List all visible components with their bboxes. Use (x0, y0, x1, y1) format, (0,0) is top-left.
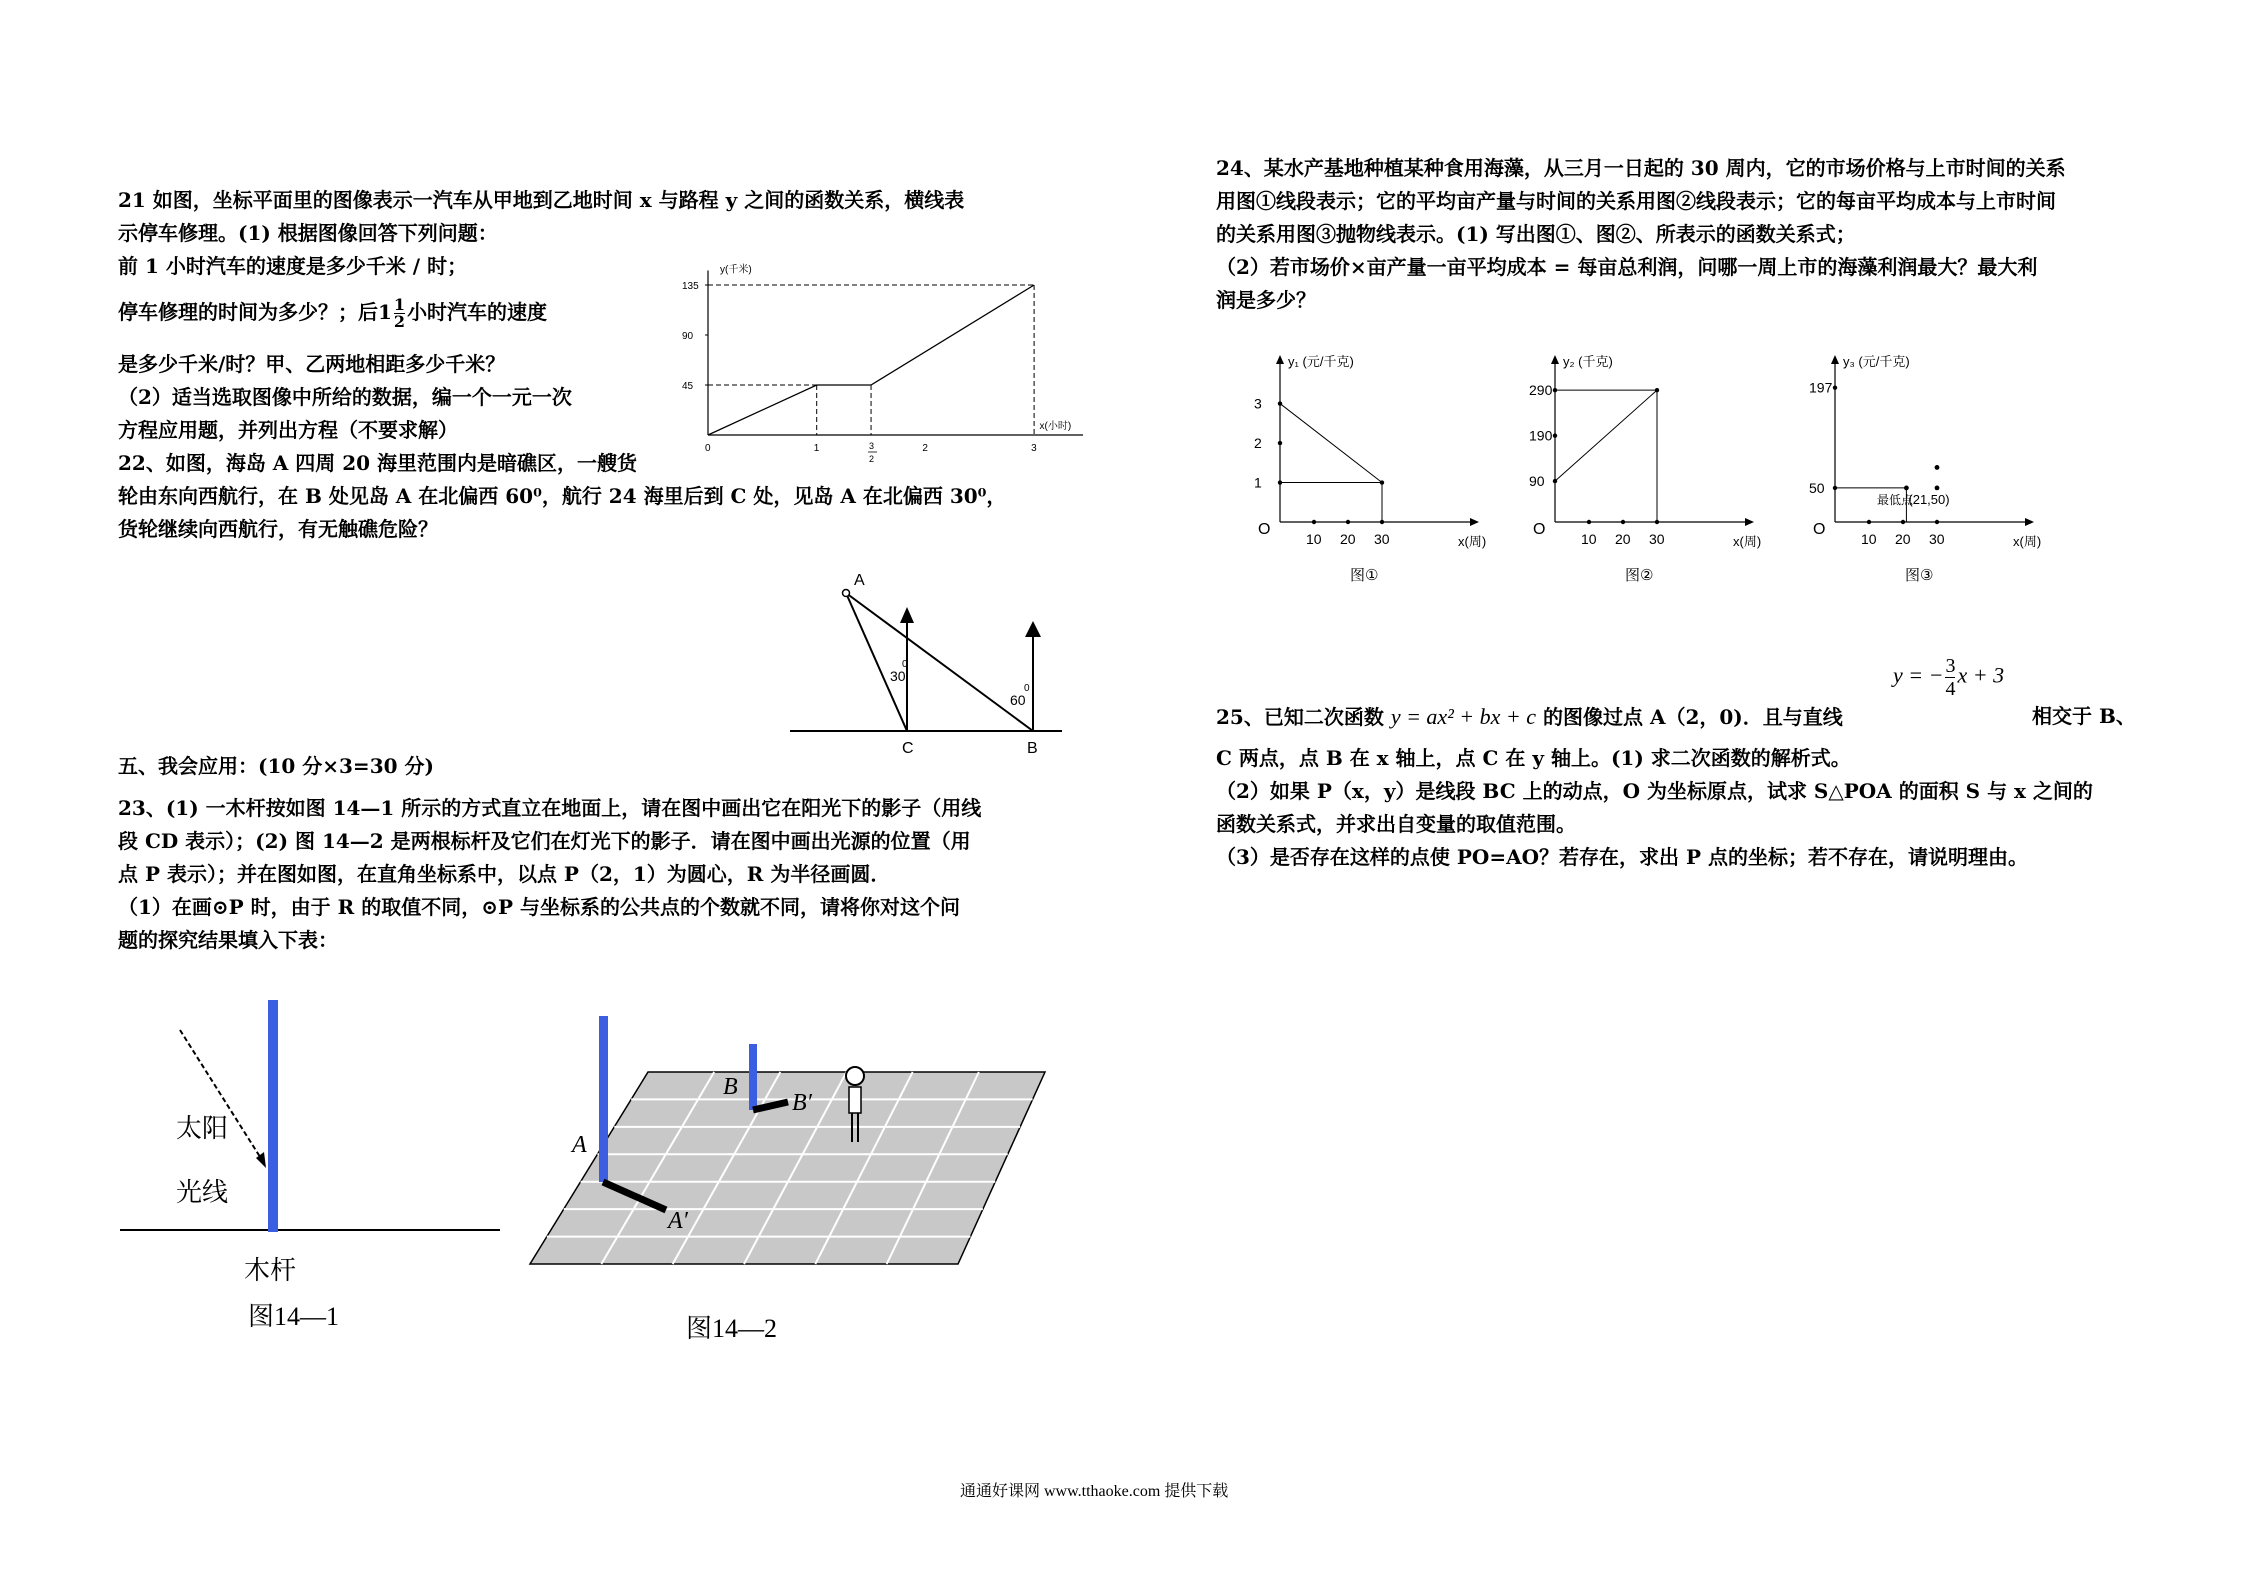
q21-distance-time-chart (660, 220, 1072, 464)
wooden-pole (268, 1000, 278, 1232)
q25-line-1: 25、已知二次函数 y = ax² + bx + c 的图像过点 A（2，0)．且与直线 (1216, 704, 1843, 729)
q21-line-1: 21 如图，坐标平面里的图像表示一汽车从甲地到乙地时间 x 与路程 y 之间的函数关系，横线表 (118, 188, 965, 212)
q24-line-3: 的关系用图③抛物线表示。(1) 写出图①、图②、所表示的函数关系式； (1216, 222, 1856, 246)
figure-14-1-caption: 图14—1 (248, 1302, 340, 1331)
series-line (1280, 404, 1382, 483)
q25-line-1-end: 相交于 B、 (2032, 704, 2136, 728)
q23-line-5: 题的探究结果填入下表： (118, 928, 338, 952)
angle-60: 60 (1010, 692, 1026, 708)
data-point (1655, 388, 1659, 392)
y-tick-label: 135 (682, 281, 699, 292)
y-axis-label: y₂ (千克) (1563, 354, 1613, 369)
mixed-fraction: $\frac{1}{2}$ (393, 295, 406, 331)
q21-line-2: 示停车修理。(1) 根据图像回答下列问题： (118, 221, 498, 245)
label-A: A (854, 572, 865, 589)
quadratic-formula: y = ax² + bx + c (1390, 704, 1537, 729)
chart-caption: 图② (1625, 567, 1654, 584)
label-C: C (902, 740, 914, 757)
y-tick-label: 1 (1254, 474, 1262, 491)
x-tick-label: 10 (1306, 531, 1322, 547)
figure-14-2 (530, 1010, 1060, 1270)
x-axis-label: x(周) (1733, 534, 1762, 549)
y-tick-label: 2 (1254, 435, 1262, 452)
pole-B (749, 1044, 757, 1110)
sun-label-1: 太阳 (176, 1114, 229, 1143)
x-tick-label: 20 (1895, 531, 1911, 547)
x-axis-label: x(周) (1458, 534, 1487, 549)
x-tick-label: 3 (869, 441, 875, 451)
figure-14-1 (110, 990, 510, 1290)
q25-line-2: C 两点，点 B 在 x 轴上，点 C 在 y 轴上。(1) 求二次函数的解析式。 (1216, 746, 1851, 770)
q23-line-4: （1）在画⊙P 时，由于 R 的取值不同，⊙P 与坐标系的公共点的个数就不同，请将你对这个问 (118, 895, 960, 919)
q23-line-2: 段 CD 表示）；(2) 图 14—2 是两根标杆及它们在灯光下的影子．请在图中画出光源的位置（用 (118, 829, 971, 853)
angle-30: 30 (890, 668, 906, 684)
q25-line-4: 函数关系式，并求出自变量的取值范围。 (1216, 812, 1576, 836)
point-label: (21,50) (1908, 491, 1950, 507)
q22-line-3: 货轮继续向西航行，有无触礁危险？ (118, 517, 438, 541)
q24-chart-1 (1250, 350, 1510, 600)
q24-chart-2 (1525, 350, 1785, 600)
data-point (1904, 486, 1909, 491)
y-tick-label: 90 (1529, 473, 1545, 490)
x-tick-label: 30 (1649, 531, 1665, 547)
x-tick-label: 1 (813, 443, 820, 454)
q24-chart-3 (1805, 350, 2065, 600)
q21-line-3: 前 1 小时汽车的速度是多少千米 / 时； (118, 254, 468, 278)
label-A-prime: A′ (668, 1208, 688, 1234)
y-tick-label: 50 (1809, 479, 1825, 496)
q22-line-2: 轮由东向西航行，在 B 处见岛 A 在北偏西 60⁰，航行 24 海里后到 C 处，见岛 A 在北偏西 30⁰， (118, 484, 1007, 508)
line-formula: y = − $\frac{3}{4}$ x + 3 (1893, 655, 2005, 700)
y-tick-label: 45 (682, 381, 694, 392)
x-tick-label: 2 (922, 443, 928, 454)
x-tick-label: 10 (1861, 531, 1877, 547)
chart-caption: 图① (1350, 567, 1379, 584)
degree-mark-60: 0 (1024, 683, 1030, 694)
label-B: B (1027, 740, 1038, 757)
y-tick-label: 3 (1254, 395, 1262, 412)
label-A: A (572, 1132, 587, 1158)
q24-line-2: 用图①线段表示；它的平均亩产量与时间的关系用图②线段表示；它的每亩平均成本与上市时间 (1216, 189, 2056, 213)
q23-line-1: 23、(1) 一木杆按如图 14—1 所示的方式直立在地面上，请在图中画出它在阳光下的影子（用线 (118, 796, 982, 820)
q21-line-4: 停车修理的时间为多少？；后1 $\frac{1}{2}$ 小时汽车的速度 (118, 295, 548, 331)
x-tick-label: 30 (1374, 531, 1390, 547)
q24-line-1: 24、某水产基地种植某种食用海藻，从三月一日起的 30 周内，它的市场价格与上市时间的关系 (1216, 156, 2066, 180)
x-tick-label: 30 (1929, 531, 1945, 547)
y-tick-label: 290 (1529, 382, 1553, 399)
label-B-prime: B′ (792, 1090, 812, 1116)
y-tick-label: 197 (1809, 379, 1833, 396)
origin-label: O (1813, 521, 1826, 538)
q23-line-3: 点 P 表示）；并在图如图，在直角坐标系中，以点 P（2，1）为圆心，R 为半径画圆． (118, 862, 891, 886)
x-tick-label: 2 (869, 454, 875, 464)
q22-line-1: 22、如图，海岛 A 四周 20 海里范围内是暗礁区，一艘货 (118, 451, 638, 475)
q25-line-3: （2）如果 P（x，y）是线段 BC 上的动点，O 为坐标原点，试求 S△POA 的面积 S 与 x 之间的 (1216, 779, 2093, 803)
q24-line-4: （2）若市场价×亩产量一亩平均成本 = 每亩总利润，问哪一周上市的海藻利润最大？最大利 (1216, 255, 2038, 279)
x-tick-label: 10 (1581, 531, 1597, 547)
figure-14-2-caption: 图14—2 (686, 1314, 778, 1343)
y-axis-label: y₁ (元/千克) (1288, 354, 1354, 369)
q21-line-6: 是多少千米/时？甲、乙两地相距多少千米？ (118, 352, 506, 376)
x-tick-label: 3 (1031, 443, 1037, 454)
y-axis-label: y₃ (元/千克) (1843, 354, 1910, 369)
x-axis-label: x(小时) (1039, 421, 1072, 432)
series-line (1555, 390, 1657, 481)
origin-label: O (1258, 521, 1271, 538)
x-tick-label: 20 (1615, 531, 1631, 547)
x-tick-label: 20 (1340, 531, 1356, 547)
footer: 通通好课网 www.tthaoke.com 提供下载 (960, 1483, 1229, 1500)
q21-line-8: 方程应用题，并列出方程（不要求解） (118, 418, 458, 442)
chart-caption: 图③ (1905, 567, 1934, 584)
q24-line-5: 润是多少？ (1216, 288, 1316, 312)
x-tick-label: 0 (705, 443, 711, 454)
degree-mark-30: 0 (902, 659, 908, 670)
origin-label: O (1533, 521, 1546, 538)
data-point (1380, 480, 1384, 484)
pole-label: 木杆 (244, 1256, 297, 1285)
data-point (1935, 486, 1940, 491)
q22-island-diagram (790, 565, 1080, 765)
data-point (1935, 465, 1940, 470)
section-5-heading: 五、我会应用：(10 分×3=30 分) (118, 754, 434, 778)
y-tick-label: 190 (1529, 427, 1553, 444)
x-axis-label: x(周) (2013, 534, 2042, 549)
q25-line-5: （3）是否存在这样的点使 PO=AO？若存在，求出 P 点的坐标；若不存在，请说明理由。 (1216, 845, 2029, 869)
q21-line-7: （2）适当选取图像中所给的数据，编一个一元一次 (118, 385, 572, 409)
pole-A (599, 1016, 608, 1182)
annotation-label: 最低点 (1877, 492, 1914, 507)
sun-label-2: 光线 (176, 1178, 229, 1207)
y-tick-label: 90 (682, 331, 694, 342)
y-axis-label: y(千米) (720, 264, 752, 276)
label-B: B (723, 1074, 738, 1100)
